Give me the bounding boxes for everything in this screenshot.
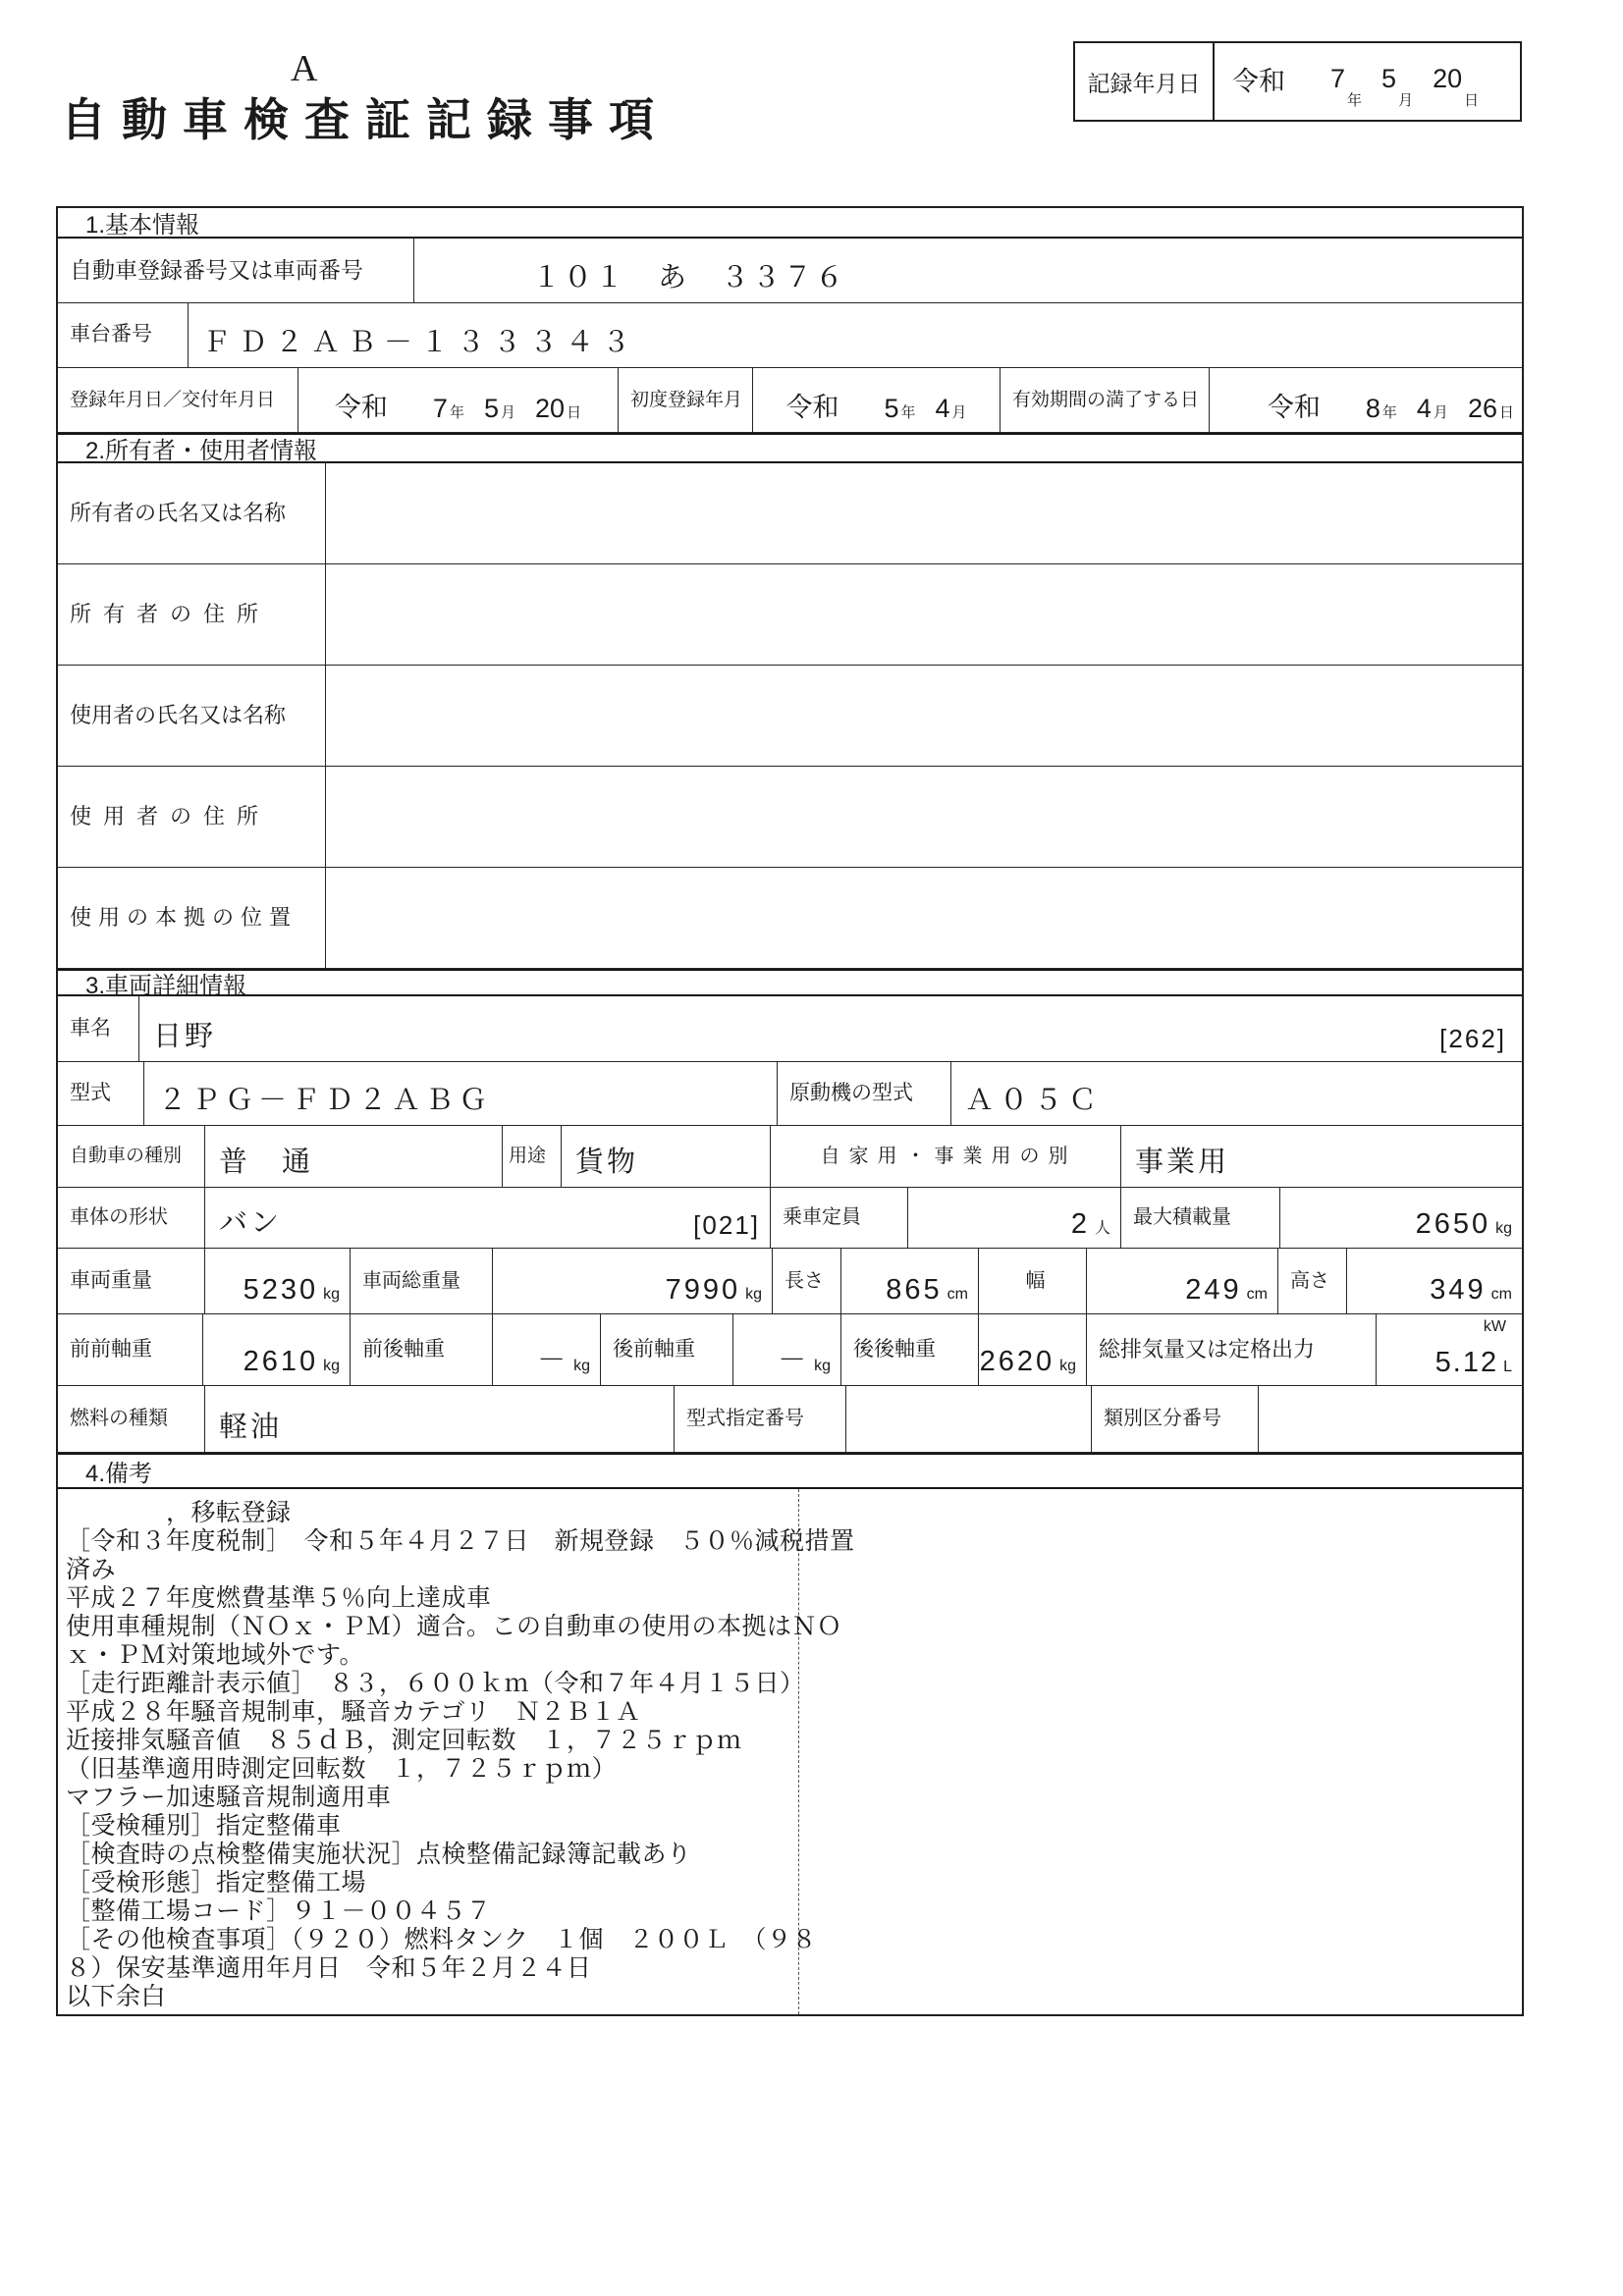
section3-header: 3.車両詳細情報 (58, 969, 1522, 996)
body-shape-code: [021] (693, 1210, 760, 1240)
remarks-line: 平成２７年度燃費基準５％向上達成車 (66, 1584, 492, 1612)
width-cell: 249 cm (1087, 1249, 1278, 1313)
use-label: 用途 (503, 1126, 562, 1187)
remarks-line: 使用車種規制（ＮＯｘ・ＰＭ）適合。この自動車の使用の本拠はＮＯ (66, 1613, 842, 1640)
capacity-label: 乗車定員 (771, 1188, 908, 1248)
weight-cell: 5230 kg (205, 1249, 351, 1313)
remarks-empty-column (799, 1489, 1522, 2014)
user-name-label: 使用者の氏名又は名称 (58, 666, 326, 766)
use-value: 貨物 (562, 1126, 771, 1187)
user-name-row (58, 666, 1522, 767)
displacement-cell (1377, 1314, 1522, 1385)
page-marker: A (291, 48, 318, 89)
remarks-line: マフラー加速騒音規制適用車 (66, 1784, 392, 1811)
car-name-row (58, 996, 1522, 1062)
record-date-year: 7 (1330, 63, 1346, 93)
height-label: 高さ (1278, 1249, 1347, 1313)
max-load-label: 最大積載量 (1121, 1188, 1280, 1248)
capacity-cell (908, 1188, 1121, 1248)
model-row (58, 1062, 1522, 1126)
first-registration-label: 初度登録年月 (619, 368, 753, 432)
axle-rr-label: 後後軸重 (841, 1314, 979, 1385)
registration-number-value: １０１ あ ３３７６ (532, 262, 847, 294)
body-shape-label: 車体の形状 (58, 1188, 205, 1248)
engine-model-value: Ａ０５Ｃ (965, 1085, 1104, 1116)
weight-label: 車両重量 (58, 1249, 205, 1313)
axle-rf-label: 後前軸重 (601, 1314, 733, 1385)
class-number-value (1259, 1386, 1522, 1452)
user-address-value (326, 767, 1522, 867)
remarks-line: （旧基準適用時測定回転数 １，７２５ｒｐｍ） (66, 1755, 618, 1783)
record-date-label: 記録年月日 (1075, 43, 1215, 120)
remarks-text-column (58, 1489, 855, 2014)
displacement-value-line (1435, 1347, 1512, 1379)
chassis-number-row (58, 303, 1522, 368)
engine-model-label: 原動機の型式 (778, 1062, 951, 1125)
record-date-value (1215, 43, 1520, 120)
displacement-value: 5.12 (1434, 1347, 1499, 1378)
axle-ff-label: 前前軸重 (58, 1314, 203, 1385)
chassis-number-value: ＦＤ２ＡＢ－１３３３４３ (202, 327, 639, 358)
car-name-cell (139, 996, 1522, 1061)
owner-name-value (326, 463, 1522, 563)
axle-ff-cell: 2610 kg (203, 1314, 351, 1385)
remarks-line: ［整備工場コード］９１－００４５７ (66, 1897, 492, 1925)
remarks-line: ［検査時の点検整備実施状況］点検整備記録簿記載あり (66, 1841, 692, 1868)
page-title: 自動車検査証記録事項 (61, 95, 670, 145)
type-approval-label: 型式指定番号 (675, 1386, 846, 1452)
owner-address-row (58, 564, 1522, 666)
car-name-value: 日野 (153, 1021, 217, 1052)
type-approval-value (846, 1386, 1092, 1452)
remarks-line: 近接排気騒音値 ８５ｄＢ，測定回転数 １，７２５ｒｐｍ (66, 1727, 742, 1754)
owner-name-row (58, 463, 1522, 564)
category-label: 自動車の種別 (58, 1126, 205, 1187)
day-unit: 日 (1464, 92, 1480, 109)
weight-row (58, 1249, 1522, 1314)
capacity-unit: 人 (1094, 1220, 1110, 1237)
body-shape-row (58, 1188, 1522, 1249)
record-date-month: 5 (1381, 63, 1397, 93)
axle-fr-cell: － kg (493, 1314, 601, 1385)
category-value: 普 通 (205, 1126, 503, 1187)
axle-fr-label: 前後軸重 (351, 1314, 493, 1385)
main-table (56, 206, 1524, 2016)
length-label: 長さ (773, 1249, 841, 1313)
remarks-box (58, 1489, 1522, 2014)
car-name-code: [262] (1439, 1024, 1506, 1053)
section2-header: 2.所有者・使用者情報 (58, 433, 1522, 463)
body-shape-cell (205, 1188, 771, 1248)
user-name-value (326, 666, 1522, 766)
remarks-line: ［受検形態］指定整備工場 (66, 1869, 367, 1896)
fuel-label: 燃料の種類 (58, 1386, 205, 1452)
registration-date-value: 令和 7 年 5 月 20 日 (298, 368, 619, 432)
private-business-label: 自家用・事業用の別 (771, 1126, 1121, 1187)
car-name-label: 車名 (58, 996, 139, 1061)
axle-rr-cell: 2620 kg (979, 1314, 1087, 1385)
remarks-line: 済み (66, 1556, 117, 1583)
owner-address-value (326, 564, 1522, 665)
section4-header: 4.備考 (58, 1453, 1522, 1489)
max-load-cell (1280, 1188, 1522, 1248)
axle-rf-cell: － kg (733, 1314, 841, 1385)
body-shape-value: バン (219, 1207, 283, 1239)
month-unit: 月 (1398, 92, 1414, 109)
remarks-line: ，移転登録 (66, 1499, 292, 1526)
remarks-line: ｘ・ＰＭ対策地域外です。 (66, 1641, 365, 1669)
model-value: ２ＰＧ－ＦＤ２ＡＢＧ (144, 1062, 778, 1125)
base-location-value (326, 868, 1522, 968)
record-date-box (1073, 41, 1522, 122)
registration-date-label: 登録年月日／交付年月日 (58, 368, 298, 432)
record-date-day: 20 (1433, 63, 1463, 93)
user-address-row (58, 767, 1522, 868)
remarks-line: 平成２８年騒音規制車，騒音カテゴリ Ｎ２Ｂ１Ａ (66, 1698, 641, 1726)
owner-name-label: 所有者の氏名又は名称 (58, 463, 326, 563)
remarks-line: ［その他検査事項］（９２０）燃料タンク １個 ２００Ｌ （９８ (66, 1926, 818, 1953)
registration-number-row (58, 239, 1522, 303)
remarks-line: ［受検種別］指定整備車 (66, 1812, 342, 1840)
remarks-line: 以下余白 (66, 1983, 167, 2010)
base-location-label: 使用の本拠の位置 (58, 868, 326, 968)
fuel-value: 軽油 (205, 1386, 675, 1452)
category-row (58, 1126, 1522, 1188)
max-load-unit: kg (1495, 1220, 1512, 1237)
gross-weight-cell: 7990 kg (493, 1249, 773, 1313)
first-registration-value: 令和 5 年 4 月 (753, 368, 1001, 432)
record-date-era: 令和 (1232, 66, 1285, 96)
max-load-value: 2650 (1415, 1208, 1491, 1240)
registration-number-label: 自動車登録番号又は車両番号 (58, 239, 414, 302)
chassis-number-label: 車台番号 (58, 303, 189, 367)
remarks-line: ［走行距離計表示値］ ８３，６００ｋｍ（令和７年４月１５日） (66, 1670, 805, 1697)
year-unit: 年 (1347, 92, 1363, 109)
displacement-label: 総排気量又は定格出力 (1087, 1314, 1377, 1385)
length-cell: 865 cm (841, 1249, 979, 1313)
private-business-value: 事業用 (1135, 1147, 1230, 1178)
user-address-label: 使用者の住所 (58, 767, 326, 867)
gross-weight-label: 車両総重量 (351, 1249, 493, 1313)
width-label: 幅 (979, 1249, 1087, 1313)
class-number-label: 類別区分番号 (1092, 1386, 1259, 1452)
owner-address-label: 所有者の住所 (58, 564, 326, 665)
dates-row (58, 368, 1522, 433)
fuel-row (58, 1386, 1522, 1453)
remarks-line: ［令和３年度税制］ 令和５年４月２７日 新規登録 ５０％減税措置 (66, 1527, 855, 1555)
height-cell: 349 cm (1430, 1274, 1512, 1306)
model-label: 型式 (58, 1062, 144, 1125)
expiry-date-label: 有効期間の満了する日 (1001, 368, 1210, 432)
expiry-date-value: 令和 8 年 4 月 26 日 (1267, 393, 1514, 423)
base-location-row (58, 868, 1522, 969)
displacement-liter-unit: L (1503, 1359, 1512, 1375)
section1-header: 1.基本情報 (58, 208, 1522, 239)
axle-weight-row (58, 1314, 1522, 1386)
displacement-kw-unit: kW (1483, 1318, 1506, 1335)
capacity-value: 2 (1070, 1208, 1090, 1240)
remarks-line: ８）保安基準適用年月日 令和５年２月２４日 (66, 1954, 592, 1982)
